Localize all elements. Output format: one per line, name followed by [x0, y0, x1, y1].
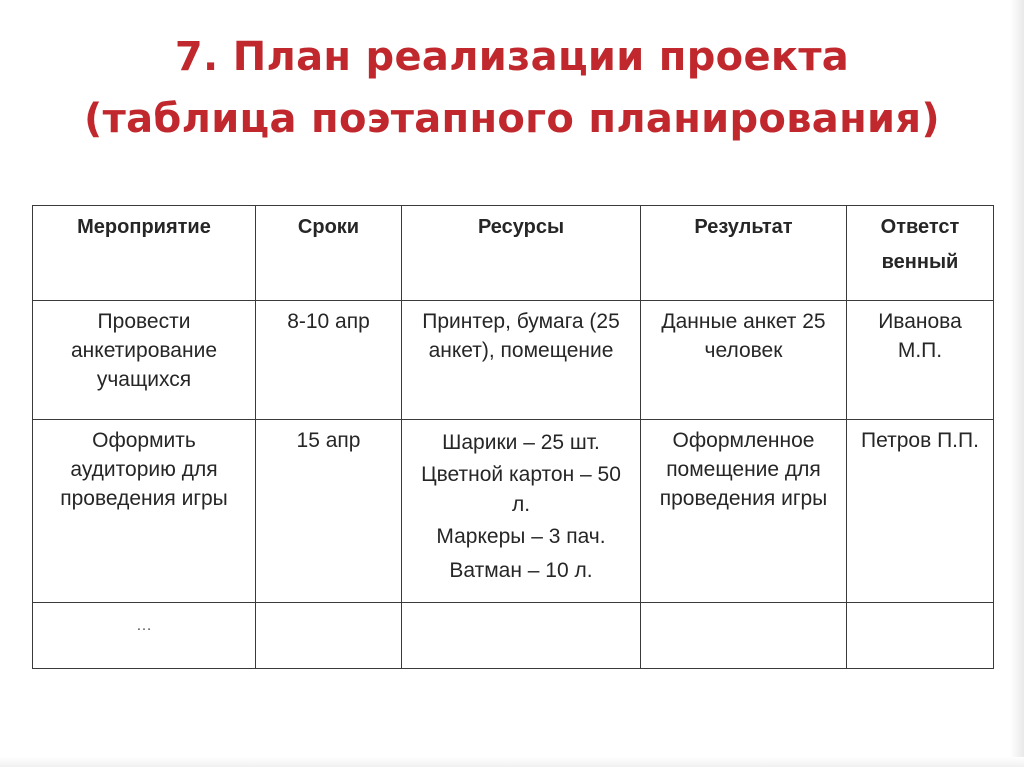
header-event: Мероприятие: [33, 206, 256, 301]
cell-responsible: Иванова М.П.: [847, 301, 994, 420]
table-row: [33, 301, 994, 420]
resource-item: Цветной картон – 50 л.: [421, 463, 621, 516]
title-line-1: 7. План реализации проекта: [174, 34, 850, 80]
cell-event: [33, 603, 256, 669]
cell-responsible: [847, 603, 994, 669]
header-responsible: Ответст венный: [847, 206, 994, 301]
resource-item: Ватман – 10 л.: [449, 559, 593, 582]
resource-item: Маркеры – 3 пач.: [436, 525, 606, 548]
cell-result: Оформленное помещение для проведения игры: [641, 420, 847, 603]
slide-title: [0, 26, 1024, 150]
table-row: [33, 420, 994, 603]
resource-item: Шарики – 25 шт.: [442, 431, 600, 454]
cell-event: Провести анкетирование учащихся: [33, 301, 256, 420]
cell-resources: [402, 301, 641, 420]
cell-result: Данные анкет 25 человек: [641, 301, 847, 420]
cell-responsible: Петров П.П.: [847, 420, 994, 603]
slide-bottom-shadow: [0, 757, 1024, 767]
table-row: [33, 603, 994, 669]
planning-table: [32, 205, 994, 669]
header-dates: Сроки: [256, 206, 402, 301]
header-result: Результат: [641, 206, 847, 301]
cell-dates: 15 апр: [256, 420, 402, 603]
cell-resources: [402, 420, 641, 603]
resource-item: Принтер, бумага (25 анкет), помещение: [422, 310, 620, 362]
cell-result: [641, 603, 847, 669]
cell-dates: 8-10 апр: [256, 301, 402, 420]
ellipsis-placeholder: …: [136, 617, 152, 634]
header-resources: Ресурсы: [402, 206, 641, 301]
title-line-2: (таблица поэтапного планирования): [84, 96, 940, 142]
table-header-row: [33, 206, 994, 301]
cell-resources: [402, 603, 641, 669]
cell-event: Оформить аудиторию для проведения игры: [33, 420, 256, 603]
cell-dates: [256, 603, 402, 669]
